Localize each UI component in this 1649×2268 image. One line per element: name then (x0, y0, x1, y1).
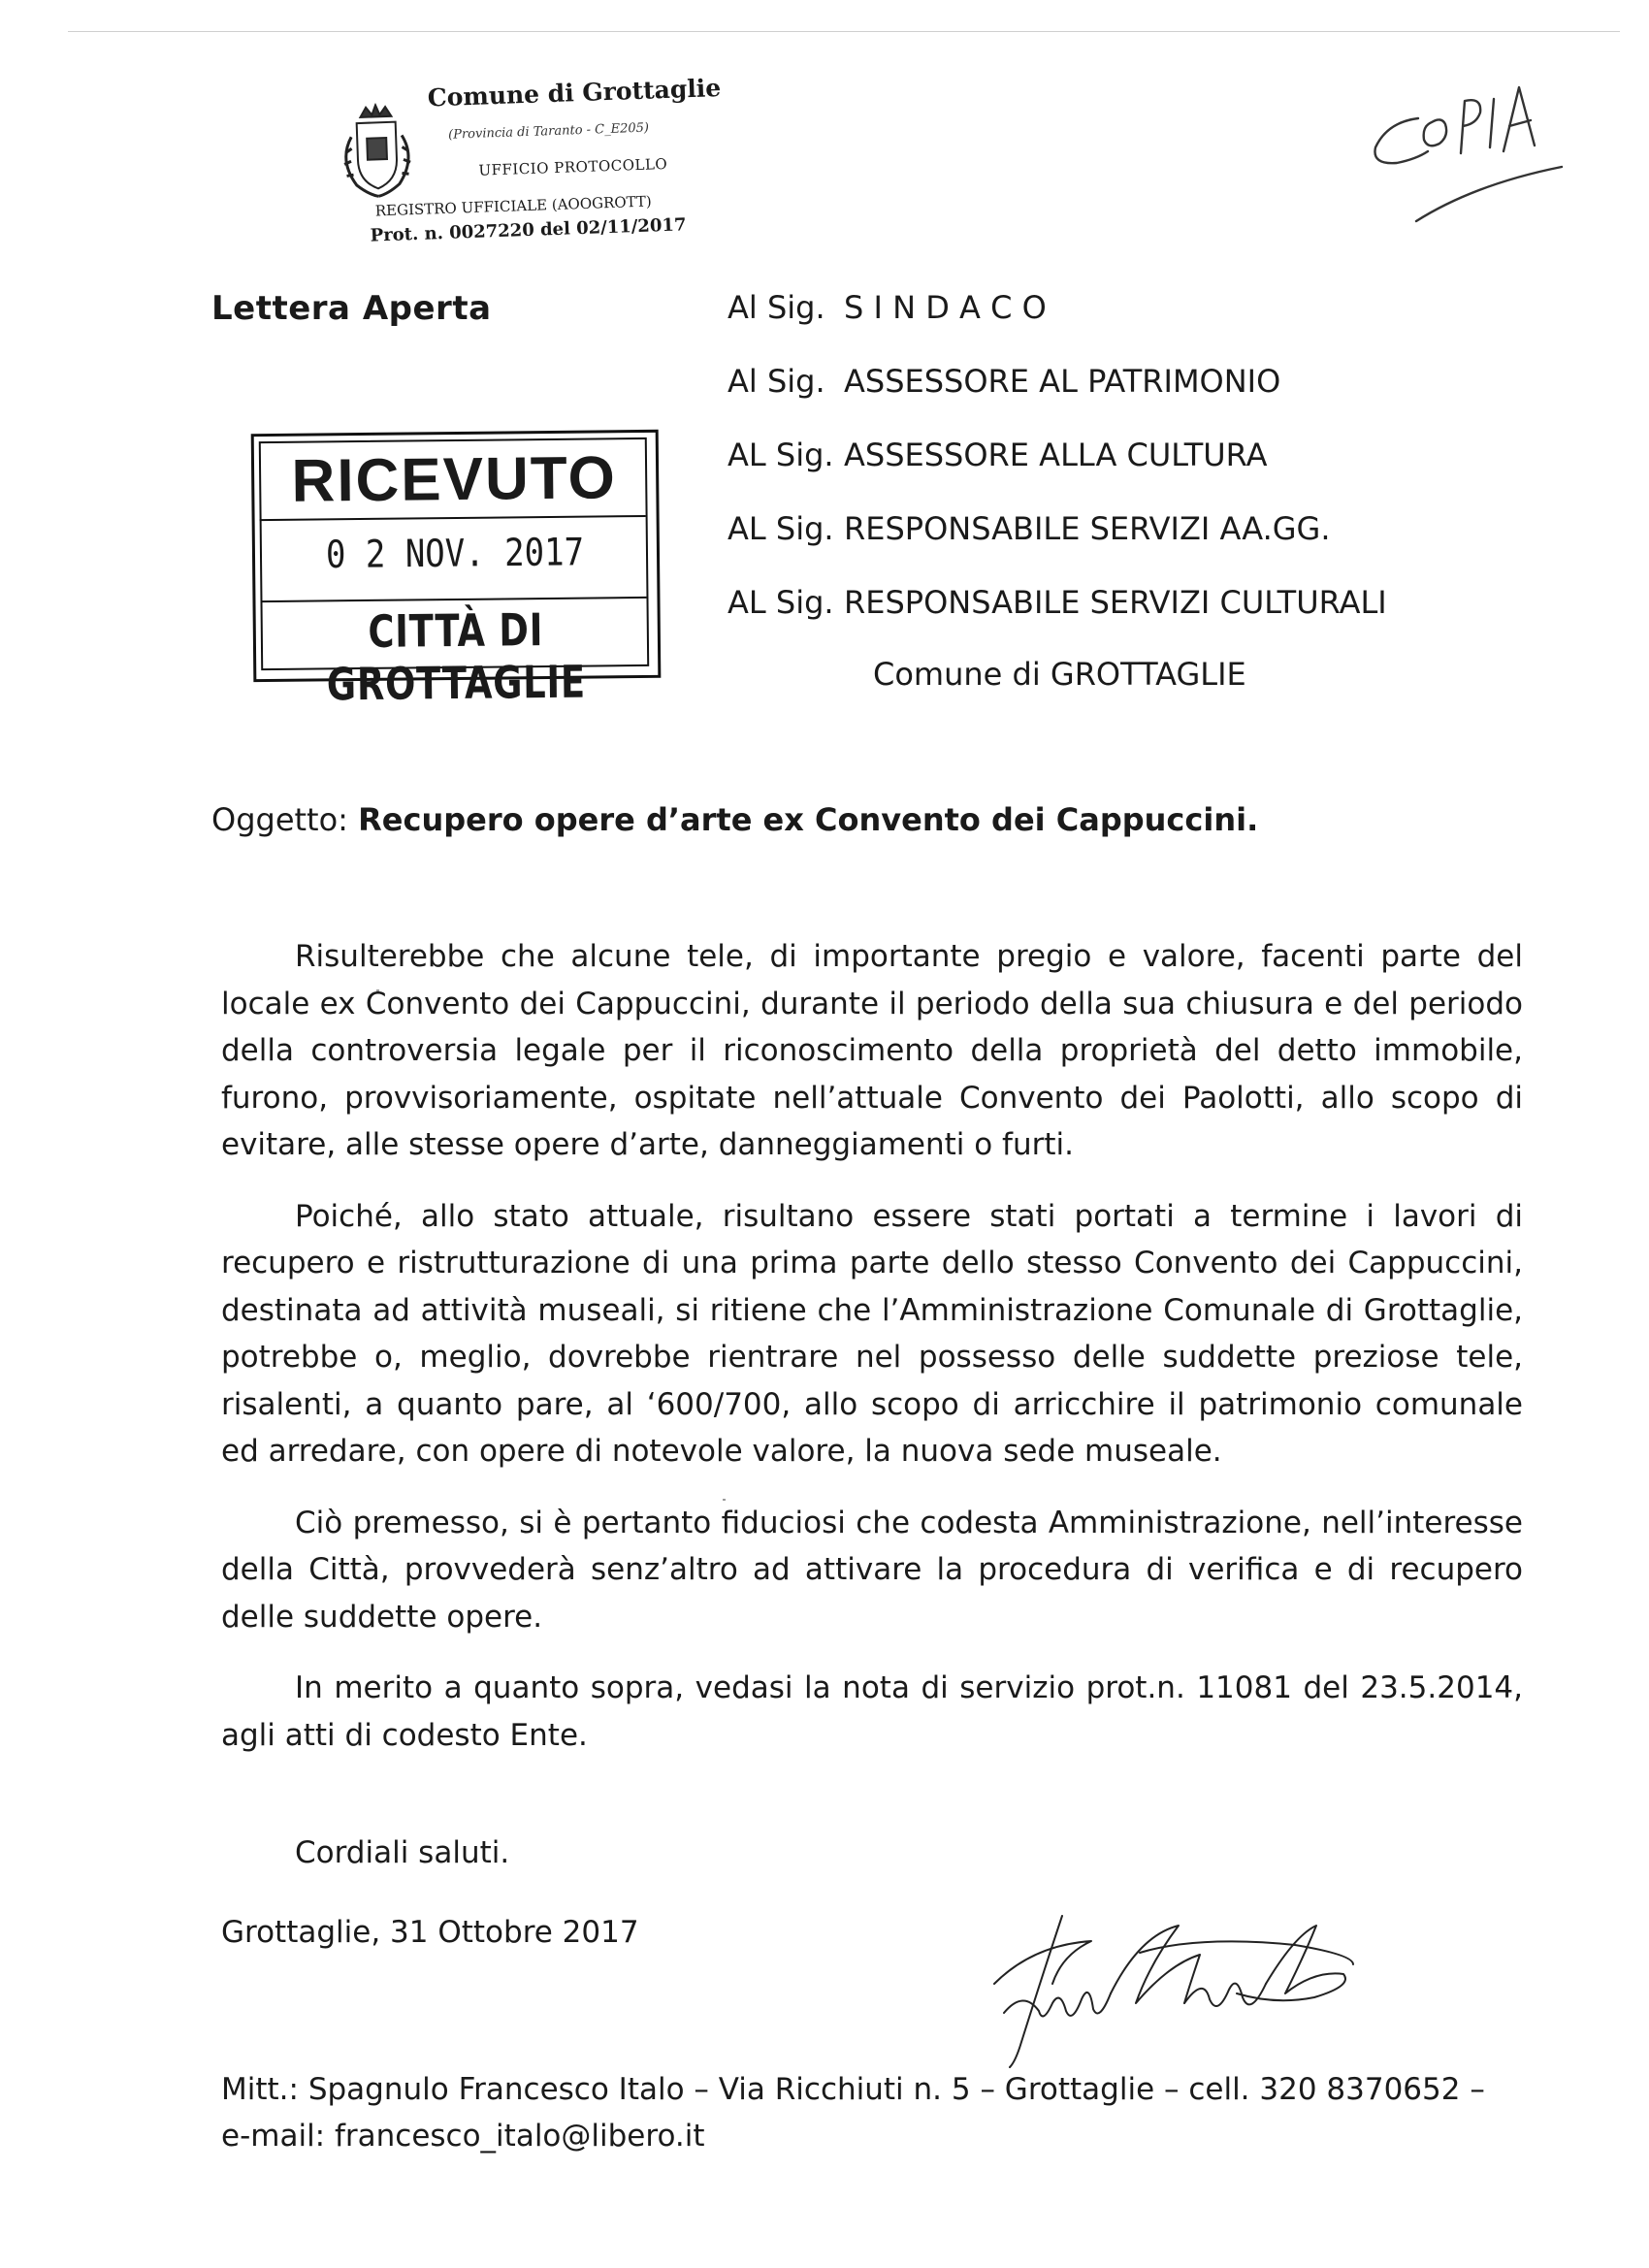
handwritten-signature (946, 1896, 1363, 2071)
stamp-province: (Provincia di Taranto - C_E205) (447, 120, 650, 143)
handwritten-copia-mark (1368, 58, 1591, 223)
body-paragraph: Risulterebbe che alcune tele, di importante pregio e valore, facenti parte del locale ex Convento dei Cappuccini, durante il periodo della sua chiusura e del periodo della controversia legale per il riconoscimento della proprietà del detto immobile, furono, provvisoriamente, ospitate nell’attuale Convento dei Paolotti, allo scopo di evitare, alle stesse opere d’arte, danneggiamenti o furti. (221, 939, 1523, 1162)
sender-details (221, 2066, 1485, 2159)
municipal-crest-icon (331, 102, 423, 202)
stamp-office: UFFICIO PROTOCOLLO (478, 154, 668, 179)
recipient-prefix: AL Sig. (728, 584, 834, 621)
scan-top-edge (68, 31, 1620, 32)
subject-text: Recupero opere d’arte ex Convento dei Cappuccini. (358, 801, 1259, 838)
recipient-name: RESPONSABILE SERVIZI CULTURALI (844, 584, 1387, 621)
recipient-prefix: Al Sig. (728, 363, 825, 400)
body-paragraph: In merito a quanto sopra, vedasi la nota di servizio prot.n. 11081 del 23.5.2014, agli atti di codesto Ente. (221, 1670, 1523, 1753)
stamp-received-date: 0 2 NOV. 2017 (325, 530, 585, 578)
stamp-municipality: Comune di Grottaglie (427, 73, 722, 113)
letter-heading: Lettera Aperta (211, 289, 492, 328)
recipient-prefix: AL Sig. (728, 437, 834, 473)
sender-address: Mitt.: Spagnulo Francesco Italo – Via Ricchiuti n. 5 – Grottaglie – cell. 320 8370652 – (221, 2072, 1485, 2107)
sender-email: e-mail: francesco_italo@libero.it (221, 2119, 705, 2154)
received-stamp (251, 430, 660, 711)
recipient-prefix: Al Sig. (728, 289, 825, 326)
body-paragraph: Poiché, allo stato attuale, risultano essere stati portati a termine i lavori di recupero e ristrutturazione di una prima parte dello stesso Convento dei Cappuccini, destinata ad attività museali, si ritiene che l’Amministrazione Comunale di Grottaglie, potrebbe o, meglio, dovrebbe rientrare nel possesso delle suddette preziose tele, risalenti, a quanto pare, al ‘600/700, allo scopo di arricchire il patrimonio comunale ed arredare, con opere di notevole valore, la nuova sede museale. (221, 1198, 1523, 1469)
recipient-name: ASSESSORE AL PATRIMONIO (844, 363, 1281, 400)
closing-greeting: Cordiali saluti. (295, 1835, 510, 1870)
recipient-line (728, 437, 1268, 473)
body-paragraph: Ciò premesso, si è pertanto fiduciosi che codesta Amministrazione, nell’interesse della Città, provvederà senz’altro ad attivare la procedura di verifica e di recupero delle suddette opere. (221, 1505, 1523, 1635)
letter-body (221, 933, 1523, 1783)
recipient-location: Comune di GROTTAGLIE (873, 656, 1246, 693)
recipient-line (728, 584, 1387, 621)
recipient-line (728, 510, 1331, 547)
recipient-prefix: AL Sig. (728, 510, 834, 547)
protocol-stamp (330, 64, 724, 262)
stamp-registry: REGISTRO UFFICIALE (AOOGROTT) (374, 192, 653, 220)
subject-line (211, 801, 1258, 838)
recipient-name: ASSESSORE ALLA CULTURA (844, 437, 1268, 473)
recipient-line (728, 363, 1280, 400)
stamp-received-label: RICEVUTO (291, 444, 618, 515)
subject-label: Oggetto: (211, 801, 348, 838)
recipient-name: S I N D A C O (844, 289, 1047, 326)
stamp-protocol-number: Prot. n. 0027220 del 02/11/2017 (370, 214, 687, 246)
recipient-name: RESPONSABILE SERVIZI AA.GG. (844, 510, 1331, 547)
place-and-date: Grottaglie, 31 Ottobre 2017 (221, 1915, 639, 1950)
recipient-line (728, 289, 1047, 326)
stamp-city-label: CITTÀ DI GROTTAGLIE (326, 603, 587, 711)
